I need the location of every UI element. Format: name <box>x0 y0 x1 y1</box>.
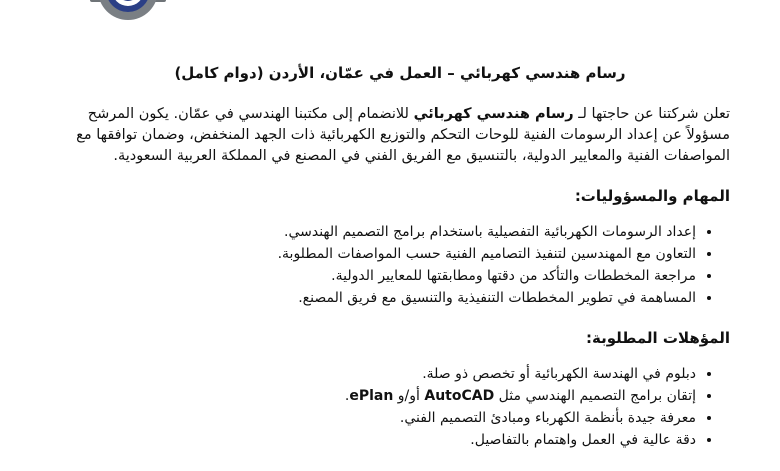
intro-highlight: رسام هندسي كهربائي <box>413 106 574 122</box>
list-item: • المساهمة في تطوير المخططات التنفيذية والتنسيق مع فريق المصنع. <box>70 287 696 309</box>
job-posting <box>70 64 730 471</box>
responsibilities-heading: المهام والمسؤوليات: <box>574 187 730 205</box>
software-eplan: ePlan <box>349 388 394 404</box>
intro-paragraph <box>70 104 730 167</box>
list-item: • التعاون مع المهندسين لتنفيذ التصاميم الفنية حسب المواصفات المطلوبة. <box>70 243 696 265</box>
list-item-software: • إتقان برامج التصميم الهندسي مثل AutoCAD أو/و ePlan. <box>70 385 696 407</box>
responsibilities-list <box>70 221 730 309</box>
qualifications-heading: المؤهلات المطلوبة: <box>585 329 730 347</box>
list-item: • مراجعة المخططات والتأكد من دقتها ومطابقتها للمعايير الدولية. <box>70 265 696 287</box>
list-item: • إعداد الرسومات الكهربائية التفصيلية باستخدام برامج التصميم الهندسي. <box>70 221 696 243</box>
intro-text-start: تعلن شركتنا عن حاجتها لـ <box>573 106 730 122</box>
software-autocad: AutoCAD <box>424 388 495 404</box>
gear-logo-icon <box>88 0 168 22</box>
job-title: رسام هندسي كهربائي – العمل في عمّان، الأردن (دوام كامل) <box>174 64 626 82</box>
list-item: • معرفة جيدة بأنظمة الكهرباء ومبادئ التصميم الفني. <box>70 407 696 429</box>
list-item: • دبلوم في الهندسة الكهربائية أو تخصص ذو صلة. <box>70 363 696 385</box>
intro-text-rest: للانضمام إلى مكتبنا الهندسي في عمّان. يكون المرشح مسؤولاً عن إعداد الرسومات الفنية للوحات التحكم والتوزيع الكهربائية ذات الجهد المنخفض، وضمان توافقها مع المواصفات الفنية والمعايير الدولية، بالتنسيق مع الفريق الفني في المصنع في المملكة العربية السعودية. <box>76 106 730 164</box>
qualifications-list <box>70 363 730 451</box>
list-item: • دقة عالية في العمل واهتمام بالتفاصيل. <box>70 429 696 451</box>
